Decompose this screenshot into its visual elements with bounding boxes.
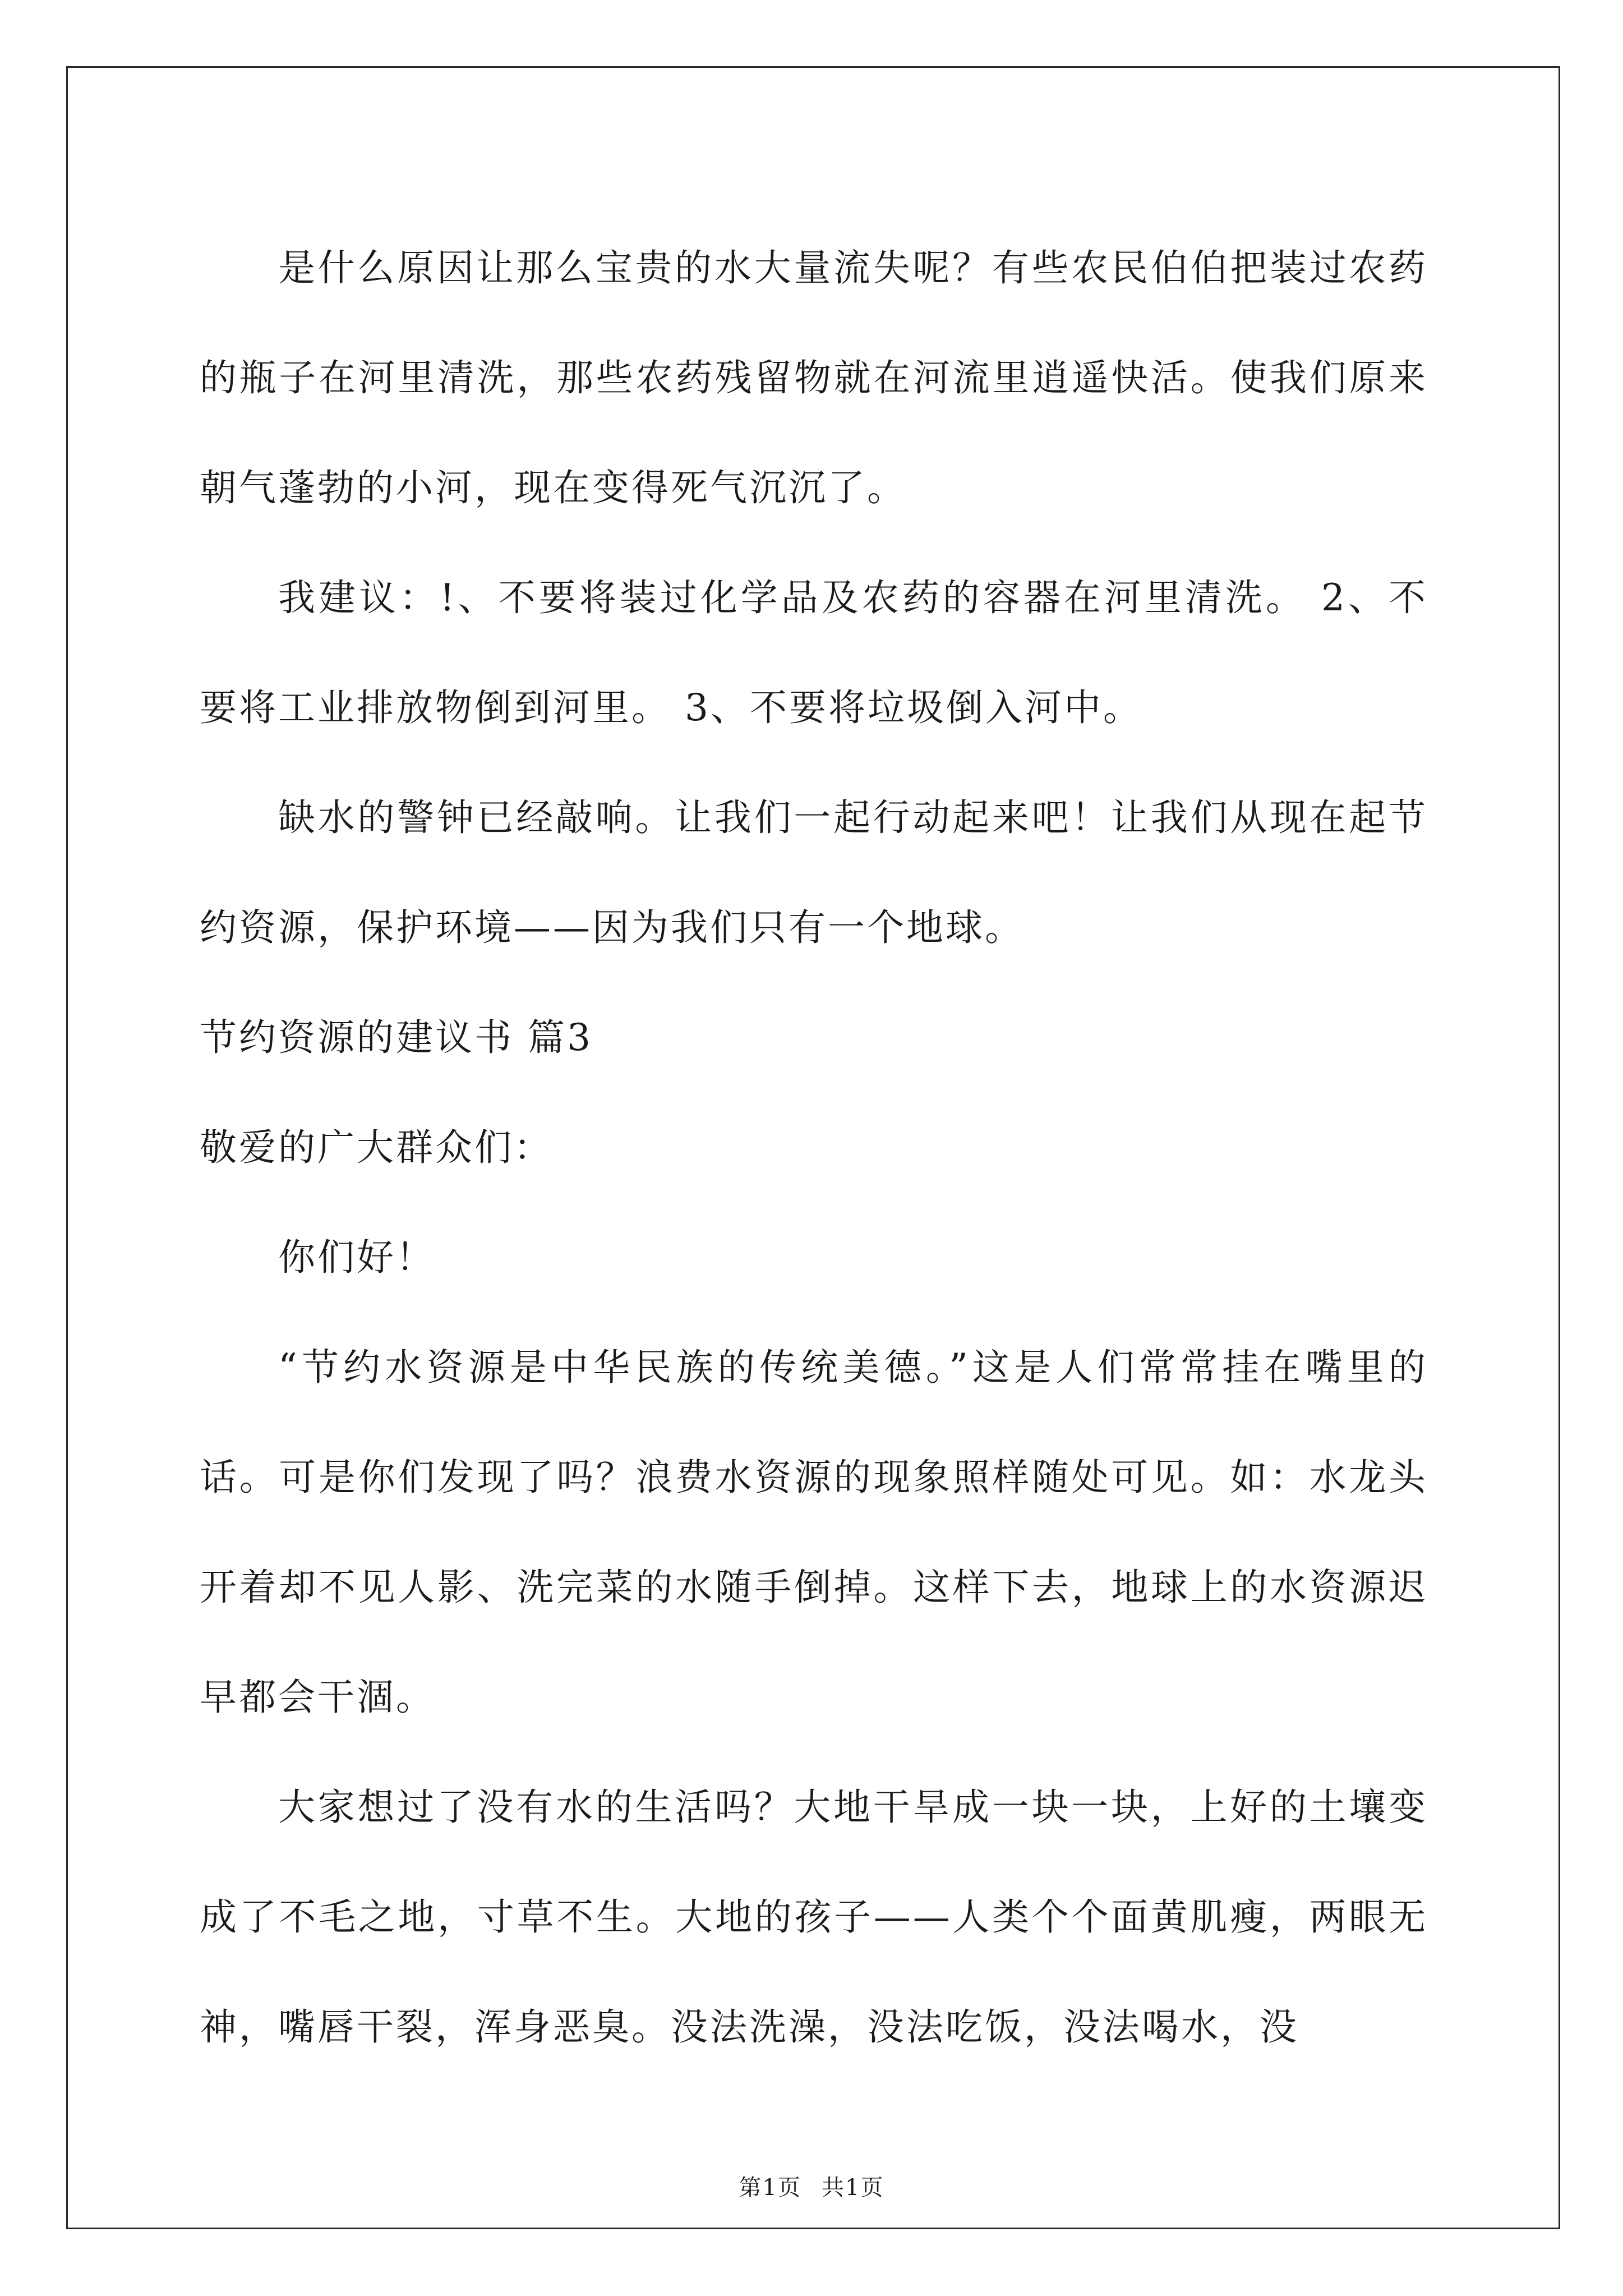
paragraph: 缺水的警钟已经敲响。让我们一起行动起来吧！让我们从现在起节约资源，保护环境——因为我们只有一个地球。: [200, 796, 1428, 949]
paragraph: 是什么原因让那么宝贵的水大量流失呢？有些农民伯伯把装过农药的瓶子在河里清洗，那些农药残留物就在河流里逍遥快活。使我们原来朝气蓬勃的小河，现在变得死气沉沉了。: [200, 246, 1428, 509]
page-number-total: 共1页: [822, 2175, 884, 2201]
paragraph: “节约水资源是中华民族的传统美德。”这是人们常常挂在嘴里的话。可是你们发现了吗？浪费水资源的现象照样随处可见。如：水龙头开着却不见人影、洗完菜的水随手倒掉。这样下去，地球上的水资源迟早都会干涸。: [200, 1346, 1428, 1719]
document-body: [200, 213, 1428, 2082]
greeting: 你们好！: [278, 1236, 435, 1279]
section-heading: 节约资源的建议书 篇3: [200, 1016, 593, 1059]
paragraph: 大家想过了没有水的生活吗？大地干旱成一块一块，上好的土壤变成了不毛之地，寸草不生。大地的孩子——人类个个面黄肌瘦，两眼无神，嘴唇干裂，浑身恶臭。没法洗澡，没法吃饭，没法喝水，没: [200, 1786, 1428, 2049]
paragraph: 我建议：!、不要将装过化学品及农药的容器在河里清洗。 2、不要将工业排放物倒到河里。 3、不要将垃圾倒入河中。: [200, 576, 1428, 729]
page-number-current: 第1页: [739, 2175, 801, 2201]
salutation: 敬爱的广大群众们：: [200, 1126, 553, 1169]
page-footer: [0, 2170, 1623, 2202]
